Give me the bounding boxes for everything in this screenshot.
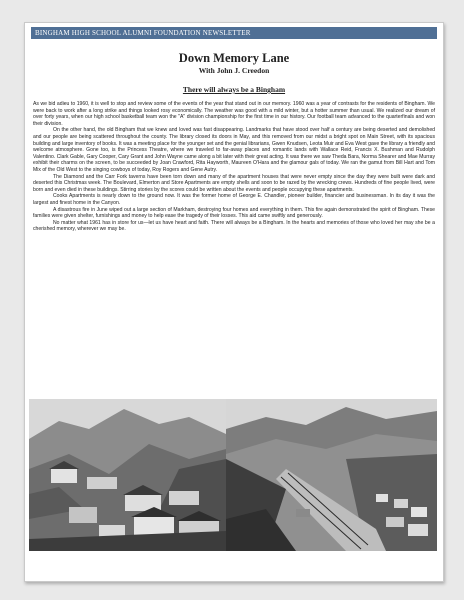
newsletter-banner: BINGHAM HIGH SCHOOL ALUMNI FOUNDATION NEWSLETTER [31,27,437,39]
paragraph: No matter what 1961 has in store for us—let us have heart and faith. There will always be a Bingham. In the hearts and memories of those who loved her may she be a cherished memory, wherever we may be. [33,219,435,233]
article-body [33,101,435,233]
paragraph: The Diamond and the Carr Fork taverns have been torn down and many of the apartment houses that were never empty since the day they were built were dark and deserted this Christmas week. The Boulevard, Elmerton and Store Apartments are empty shells and soon to be razed by the wrecking crews. Hundreds of fine people lived, were born and even died in these buildings. Stirring stories by the scores could be written about the events and people occupying these apartments. [33,173,435,193]
photo-bingham-town [29,399,226,551]
paragraph: Cooks Apartments is nearly down to the ground now. It was the former home of George E. Chandler, pioneer builder, financier and businessman. In its day it was the largest and finest home in the Canyon. [33,193,435,206]
article-title: Down Memory Lane [178,51,290,65]
paragraph: On the other hand, the old Bingham that we knew and loved was fast disappearing. Landmarks that have stood over half a century are being deserted and demolished and our people are being scattered throughout the county. The library closed its doors in May, and this removed from our midst a bright spot on Main Street, with its spacious building and large inventory of books. It was a meeting place for the younger set and the genial librarians, Gwen Knudsen, Leota Muir and Eva West gave the library a friendly and welcome atmosphere. Gone too, is the Princess Theatre, where we traveled to far-away places and romantic lands with Wallace Reid, Francis X. Bushman and Rudolph Valentino. Clark Gable, Gary Cooper, Cary Grant and John Wayne came along a bit later with their great acting. It was there we saw Theda Bara, Norma Shearer and Mae Murray exhibit their charms on the screen, to be succeeded by Joan Crawford, Rita Hayworth, Maureen O'Hara and the glamour gals of today. We ran the gamut from Bill Hart and Tom Mix of the Old West to the singing cowboys of today, Roy Rogers and Gene Autry. [33,127,435,173]
paragraph: As we bid adieu to 1960, it is well to stop and review some of the events of the year that stand out in our memory. 1960 was a year of contrasts for the residents of Bingham. We were back to work after a long strike and things looked rosy economically. The weather was good with a mild winter, but a hotter summer than usual. We realized our dream of over forty years, when our high school basketball team won the "A" division championship for the first time in our history. Our football team advanced to the quarterfinals and won their division. [33,101,435,127]
photo-canyon-view [226,399,437,551]
paragraph: A disastrous fire in June wiped out a large section of Markham, destroying four homes and everything in them. This fire again demonstrated the spirit of Bingham. These families were given shelter, furnishings and money to help ease the tragedy of their losses. This aid came swiftly and generously. [33,206,435,220]
article-byline: With John J. Creedon [198,66,270,75]
photo-strip [29,399,437,551]
newsletter-page [24,22,444,582]
article-tagline: There will always be a Bingham [182,85,286,94]
